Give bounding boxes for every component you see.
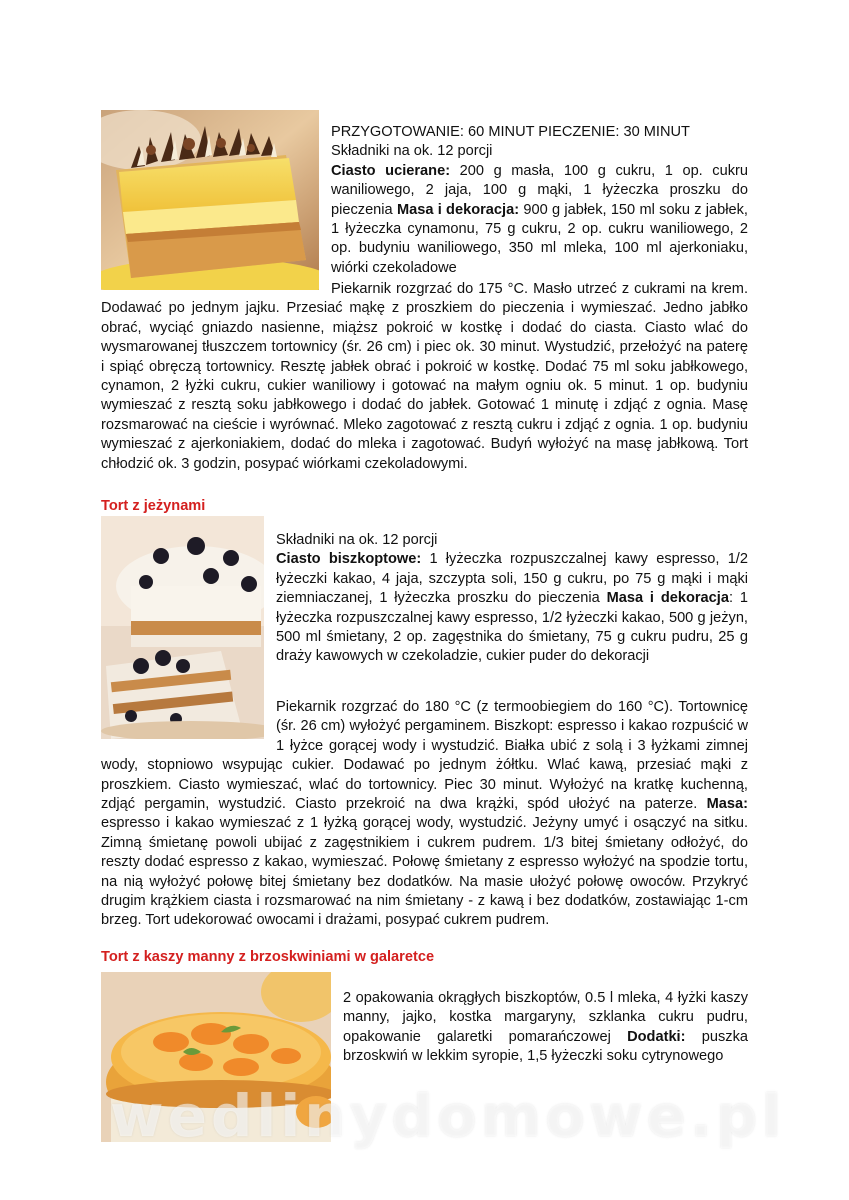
recipe2-masa-label: Masa: <box>706 796 748 813</box>
recipe1-filling-text: 900 g jabłek, 150 ml soku z jabłek, 1 łyżeczka cynamonu, 75 g cukru, 2 op. cukru waniliowego, 2 op. budyniu waniliowego, 350 ml mleka, 100 ml ajerkoniaku, wiórki czekoladowe <box>331 201 748 276</box>
recipe1-ingredients <box>331 123 748 278</box>
recipe2-ingredients <box>276 531 748 667</box>
recipe3-extras-label: Dodatki: <box>627 1028 686 1045</box>
recipe2-title: Tort z jeżynami <box>101 498 206 514</box>
recipe3-extras-text: puszka brzoskwiń w lekkim syropie, 1,5 łyżeczki soku cytrynowego <box>343 1028 748 1065</box>
recipe3-title: Tort z kaszy manny z brzoskwiniami w galaretce <box>101 949 435 965</box>
recipe1-method <box>101 280 748 474</box>
recipe2-dough-label: Ciasto biszkoptowe: <box>276 551 422 568</box>
apple-cake-photo <box>101 110 319 290</box>
recipe2-filling-label: Masa i dekoracja <box>606 590 729 607</box>
recipe1-filling-label: Masa i dekoracja: <box>396 201 520 218</box>
recipe2-method-text-a: Piekarnik rozgrzać do 180 °C (z termoobiegiem do 160 °C). Tortownicę (śr. 26 cm) wyłożyć pergaminem. Biszkopt: espresso i kakao rozpuścić w 1 łyżce gorącej wody i wystudzić. Białka ubić z solą i 3 łyżkami zimnej wody, stopniowo wsypując cukier. Dodawać po jednym żółtku. Wlać kawą, przesiać mąki z proszkiem. Ciasto wymieszać, wlać do tortownicy. Piec 30 minut. Wyłożyć na kratkę kuchenną, zdjąć pergamin, wystudzić. Ciasto przekroić na dwa krążki, spód ułożyć na paterze. <box>101 699 748 813</box>
apple-cake-image <box>101 110 319 290</box>
photo-spacer <box>101 698 276 738</box>
site-watermark: wedlinydomowe.pl <box>110 1082 786 1150</box>
recipe3-ingredient-text: 2 opakowania okrągłych biszkoptów, 0.5 l mleka, 4 łyżki kaszy manny, jajko, kostka margaryny, szklanka cukru pudru, opakowanie galaretki pomarańczowej <box>343 990 748 1045</box>
recipe3-ingredients <box>343 989 748 1067</box>
recipe1-ingredient-list <box>331 162 748 278</box>
recipe2-ingredient-list <box>276 550 748 666</box>
recipe1-header: PRZYGOTOWANIE: 60 MINUT PIECZENIE: 30 MINUT <box>331 124 690 140</box>
recipe1-dough-text: 200 g masła, 100 g cukru, 1 op. cukru waniliowego, 2 jaja, 100 g mąki, 1 łyżeczka proszku do pieczenia <box>331 162 748 218</box>
recipe2-method <box>101 698 748 931</box>
recipe2-method-text-b: espresso i kakao wymieszać z 1 łyżką gorącej wody, wystudzić. Jeżyny umyć i osączyć na sitku. Zimną śmietanę powoli ubijać z zagęstnikiem i cukrem pudrem. 1/3 bitej śmietany odłożyć, do reszty dodać espresso z kakao, wymieszać. Połowę śmietany z espresso wyłożyć na spodzie tortu, na nią wyłożyć połowę bitej śmietany bez dodatków. Na masie ułożyć połowę owoców. Przykryć drugim krążkiem ciasta i rozsmarować na nim śmietany - z kawą i bez dodatków, zostawiając 1-cm brzeg. Tort udekorować owocami i drażami, posypać cukrem pudrem. <box>101 815 748 929</box>
recipe2-filling-text: : 1 łyżeczka rozpuszczalnej kawy espresso, 1/2 łyżeczki kakao, 500 g jeżyn, 500 ml śmietany, 2 op. zagęstnika do śmietany, 75 g cukru pudru, 25 g draży kawowych w czekoladzie, cukier puder do dekoracji <box>276 590 748 665</box>
recipe1-servings: Składniki na ok. 12 porcji <box>331 143 493 160</box>
recipe2-servings: Składniki na ok. 12 porcji <box>276 532 438 548</box>
recipe1-dough-label: Ciasto ucierane: <box>331 162 451 179</box>
recipe1-method-text: Piekarnik rozgrzać do 175 °C. Masło utrzeć z cukrami na krem. Dodawać po jednym jajku. Przesiać mąkę z proszkiem do pieczenia i wymieszać. Jedno jabłko obrać, wyciąć gniazdo nasienne, miąższ pokroić w kostkę i dodać do ciasta. Ciasto wlać do wysmarowanej tłuszczem tortownicy (śr. 26 cm) i piec ok. 30 minut. Wystudzić, przełożyć na paterę i spiąć obręczą tortownicy. Resztę jabłek obrać i pokroić w kostkę. Dodać 75 ml soku jabłkowego, cynamon, 2 łyżki cukru, cukier waniliowy i gotować na małym ogniu ok. 5 minut. 1 op. budyniu wymieszać z resztą soku jabłkowego i dodać do jabłek. Gotować 1 minutę i zdjąć z ognia. Masę rozsmarować na cieście i wyrównać. Mleko zagotować z resztą cukru i zdjąć z ognia. 1 op. budyniu wymieszać z ajerkoniakiem, dodać do mleka i zagotować. Budyń wyłożyć na masę jabłkową. Tort chłodzić ok. 3 godzin, posypać wiórkami czekoladowymi. <box>101 281 748 472</box>
recipe2-dough-text: 1 łyżeczka rozpuszczalnej kawy espresso, 1/2 łyżeczki kakao, 4 jaja, szczypta soli, 150 g cukru, po 75 g mąki i mąki ziemniaczanej, 1 łyżeczka proszku do pieczenia <box>276 551 748 607</box>
